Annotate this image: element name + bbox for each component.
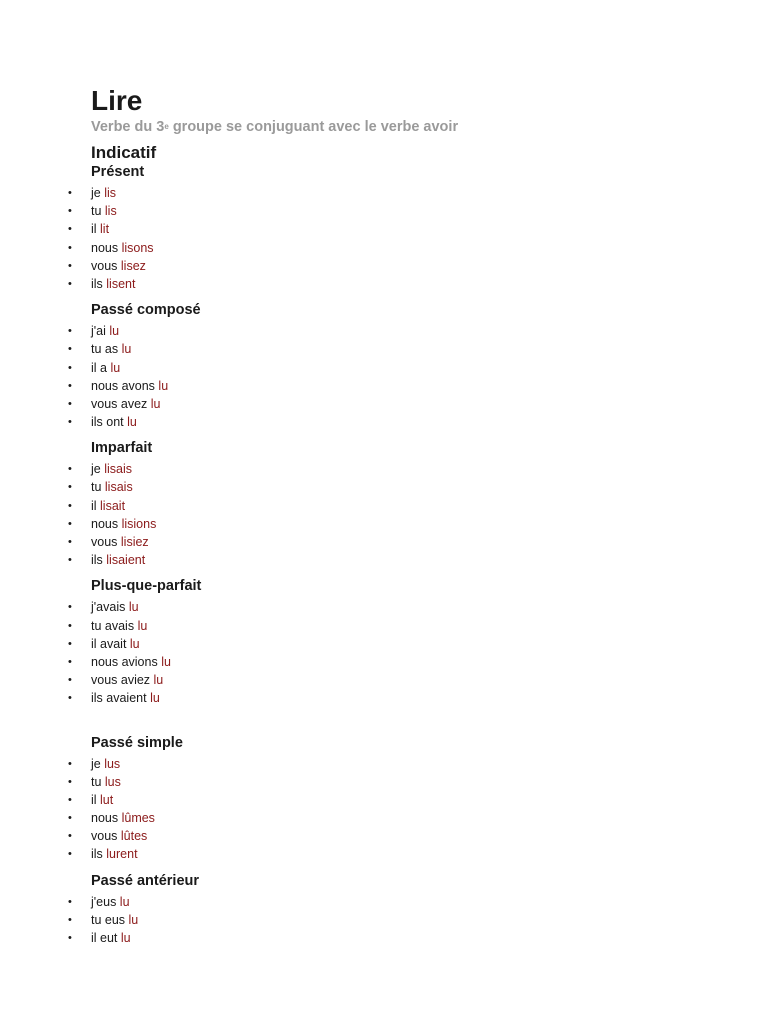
conjugation-row: [68, 275, 731, 293]
conjugation-row: [68, 257, 731, 275]
conjugation-row: [68, 689, 731, 707]
verb-form: lu: [127, 415, 137, 430]
verb-form: lisent: [106, 276, 136, 291]
tense-heading: Passé antérieur: [91, 872, 200, 889]
conjugation-list: [68, 755, 731, 864]
verb-form: lisait: [100, 498, 126, 513]
tense-heading: Imparfait: [91, 440, 153, 457]
tense-heading: Présent: [91, 164, 145, 180]
pronoun-auxiliary: j'ai: [91, 324, 110, 339]
conjugation-list: [68, 184, 731, 293]
verb-form: lisais: [104, 462, 132, 477]
pronoun-auxiliary: il: [91, 792, 101, 807]
bullet-icon: •: [68, 674, 72, 687]
tense-section: [68, 577, 731, 707]
bullet-icon: •: [68, 775, 72, 788]
conjugation-row: [68, 845, 731, 863]
verb-form: lu: [128, 600, 139, 615]
tense-section: [68, 439, 731, 569]
verb-form: lit: [100, 222, 110, 237]
conjugation-row: [68, 929, 731, 947]
bullet-icon: •: [68, 517, 72, 530]
verb-form: lurent: [106, 847, 138, 862]
pronoun-auxiliary: il eut: [91, 931, 121, 945]
pronoun-auxiliary: tu: [91, 774, 105, 789]
conjugation-row: [68, 773, 731, 791]
verb-form: lu: [110, 360, 121, 375]
conjugation-row: [68, 515, 731, 533]
pronoun-auxiliary: vous avez: [91, 396, 151, 411]
pronoun-auxiliary: nous: [91, 811, 122, 826]
tense-section: [68, 872, 731, 948]
verb-form: lu: [119, 894, 130, 909]
verb-form: lus: [104, 756, 121, 771]
verb-form: lûtes: [120, 829, 148, 844]
verb-form: lus: [104, 774, 121, 789]
verb-form: lisaient: [106, 553, 146, 568]
pronoun-auxiliary: nous: [91, 516, 122, 531]
bullet-icon: •: [68, 205, 72, 218]
verb-form: lisions: [121, 516, 157, 531]
conjugation-row: [68, 460, 731, 478]
bullet-icon: •: [68, 536, 72, 548]
pronoun-auxiliary: je: [91, 186, 105, 200]
pronoun-auxiliary: je: [91, 462, 105, 477]
section-spacer: [91, 569, 731, 577]
bullet-icon: •: [68, 619, 72, 632]
tense-section: [68, 163, 731, 293]
pronoun-auxiliary: nous: [91, 240, 122, 255]
bullet-icon: •: [68, 499, 72, 512]
conjugation-row: [68, 413, 731, 431]
section-spacer: [91, 708, 731, 734]
conjugation-row: [68, 911, 731, 929]
verb-title: Lire: [91, 85, 143, 116]
bullet-icon: •: [68, 241, 72, 254]
conjugation-row: [68, 791, 731, 809]
verb-form: lu: [121, 342, 132, 357]
pronoun-auxiliary: tu as: [91, 342, 122, 357]
conjugation-row: [68, 359, 731, 377]
bullet-icon: •: [68, 895, 72, 908]
conjugation-row: [68, 533, 731, 551]
pronoun-auxiliary: il: [91, 498, 101, 513]
tense-heading: Passé composé: [91, 302, 201, 319]
tense-section: [68, 301, 731, 431]
tense-heading: Plus-que-parfait: [91, 578, 202, 595]
bullet-icon: •: [68, 223, 72, 236]
section-spacer: [91, 864, 731, 872]
pronoun-auxiliary: ils: [91, 276, 107, 291]
bullet-icon: •: [68, 397, 72, 410]
verb-form: lisais: [104, 480, 133, 495]
section-spacer: [91, 431, 731, 439]
conjugation-page: [68, 84, 731, 947]
conjugation-row: [68, 598, 731, 616]
pronoun-auxiliary: ils: [91, 553, 107, 568]
verb-form: lu: [150, 396, 161, 411]
pronoun-auxiliary: tu avais: [91, 618, 138, 633]
bullet-icon: •: [68, 416, 72, 429]
pronoun-auxiliary: tu: [91, 204, 105, 219]
bullet-icon: •: [68, 554, 72, 567]
pronoun-auxiliary: nous avons: [91, 378, 159, 393]
bullet-icon: •: [68, 187, 72, 199]
conjugation-list: [68, 460, 731, 569]
conjugation-row: [68, 184, 731, 202]
pronoun-auxiliary: ils avaient: [91, 691, 151, 706]
conjugation-list: [68, 893, 731, 948]
verb-form: lis: [104, 186, 117, 200]
pronoun-auxiliary: vous aviez: [91, 673, 154, 688]
pronoun-auxiliary: tu: [91, 480, 105, 495]
bullet-icon: •: [68, 379, 72, 392]
pronoun-auxiliary: nous avions: [91, 654, 162, 669]
bullet-icon: •: [68, 343, 72, 356]
conjugation-row: [68, 635, 731, 653]
pronoun-auxiliary: vous: [91, 535, 121, 549]
verb-form: lu: [129, 636, 140, 651]
pronoun-auxiliary: j'eus: [91, 894, 120, 909]
verb-form: lu: [109, 324, 120, 339]
bullet-icon: •: [68, 793, 72, 806]
tense-heading: Passé simple: [91, 734, 183, 751]
bullet-icon: •: [68, 848, 72, 861]
conjugation-row: [68, 478, 731, 496]
pronoun-auxiliary: vous: [91, 258, 121, 273]
tense-section: [68, 734, 731, 864]
bullet-icon: •: [68, 325, 72, 338]
verb-form: lu: [150, 691, 160, 706]
conjugation-row: [68, 671, 731, 689]
conjugation-row: [68, 340, 731, 358]
bullet-icon: •: [68, 932, 72, 944]
conjugation-list: [68, 598, 731, 707]
conjugation-row: [68, 220, 731, 238]
verb-form: lu: [128, 912, 139, 927]
conjugation-row: [68, 497, 731, 515]
bullet-icon: •: [68, 361, 72, 374]
verb-form: lisiez: [120, 535, 149, 549]
verb-subtitle: [91, 118, 731, 136]
subtitle-superscript: e: [164, 122, 169, 131]
pronoun-auxiliary: ils: [91, 847, 107, 862]
conjugation-row: [68, 617, 731, 635]
verb-form: lu: [161, 654, 171, 669]
pronoun-auxiliary: il a: [91, 360, 111, 375]
conjugation-row: [68, 653, 731, 671]
pronoun-auxiliary: je: [91, 756, 105, 771]
conjugation-row: [68, 755, 731, 773]
conjugation-row: [68, 827, 731, 845]
conjugation-row: [68, 202, 731, 220]
verb-form: lut: [100, 792, 114, 807]
conjugation-row: [68, 893, 731, 911]
conjugation-row: [68, 239, 731, 257]
bullet-icon: •: [68, 481, 72, 494]
bullet-icon: •: [68, 812, 72, 825]
pronoun-auxiliary: vous: [91, 829, 121, 844]
mood-heading: Indicatif: [91, 143, 157, 162]
pronoun-auxiliary: tu eus: [91, 912, 129, 927]
bullet-icon: •: [68, 463, 72, 476]
pronoun-auxiliary: il: [91, 222, 101, 237]
conjugation-row: [68, 395, 731, 413]
conjugation-row: [68, 377, 731, 395]
bullet-icon: •: [68, 277, 72, 290]
bullet-icon: •: [68, 913, 72, 926]
verb-form: lûmes: [121, 811, 155, 826]
pronoun-auxiliary: il avait: [91, 636, 130, 651]
verb-form: lisez: [120, 258, 146, 273]
bullet-icon: •: [68, 601, 72, 614]
subtitle-start: Verbe du 3: [91, 119, 165, 135]
bullet-icon: •: [68, 830, 72, 843]
verb-form: lisons: [121, 240, 154, 255]
bullet-icon: •: [68, 757, 72, 770]
bullet-icon: •: [68, 637, 72, 650]
verb-form: lu: [153, 673, 164, 688]
tenses-container: [68, 163, 731, 947]
conjugation-row: [68, 322, 731, 340]
subtitle-end: groupe se conjuguant avec le verbe avoir: [168, 119, 459, 135]
verb-form: lu: [120, 931, 131, 945]
conjugation-row: [68, 809, 731, 827]
bullet-icon: •: [68, 655, 72, 668]
verb-form: lu: [137, 618, 148, 633]
conjugation-row: [68, 551, 731, 569]
verb-form: lis: [104, 204, 117, 219]
pronoun-auxiliary: ils ont: [91, 415, 128, 430]
section-spacer: [91, 293, 731, 301]
bullet-icon: •: [68, 259, 72, 272]
conjugation-list: [68, 322, 731, 431]
verb-form: lu: [158, 378, 169, 393]
pronoun-auxiliary: j'avais: [91, 600, 129, 615]
bullet-icon: •: [68, 692, 72, 705]
